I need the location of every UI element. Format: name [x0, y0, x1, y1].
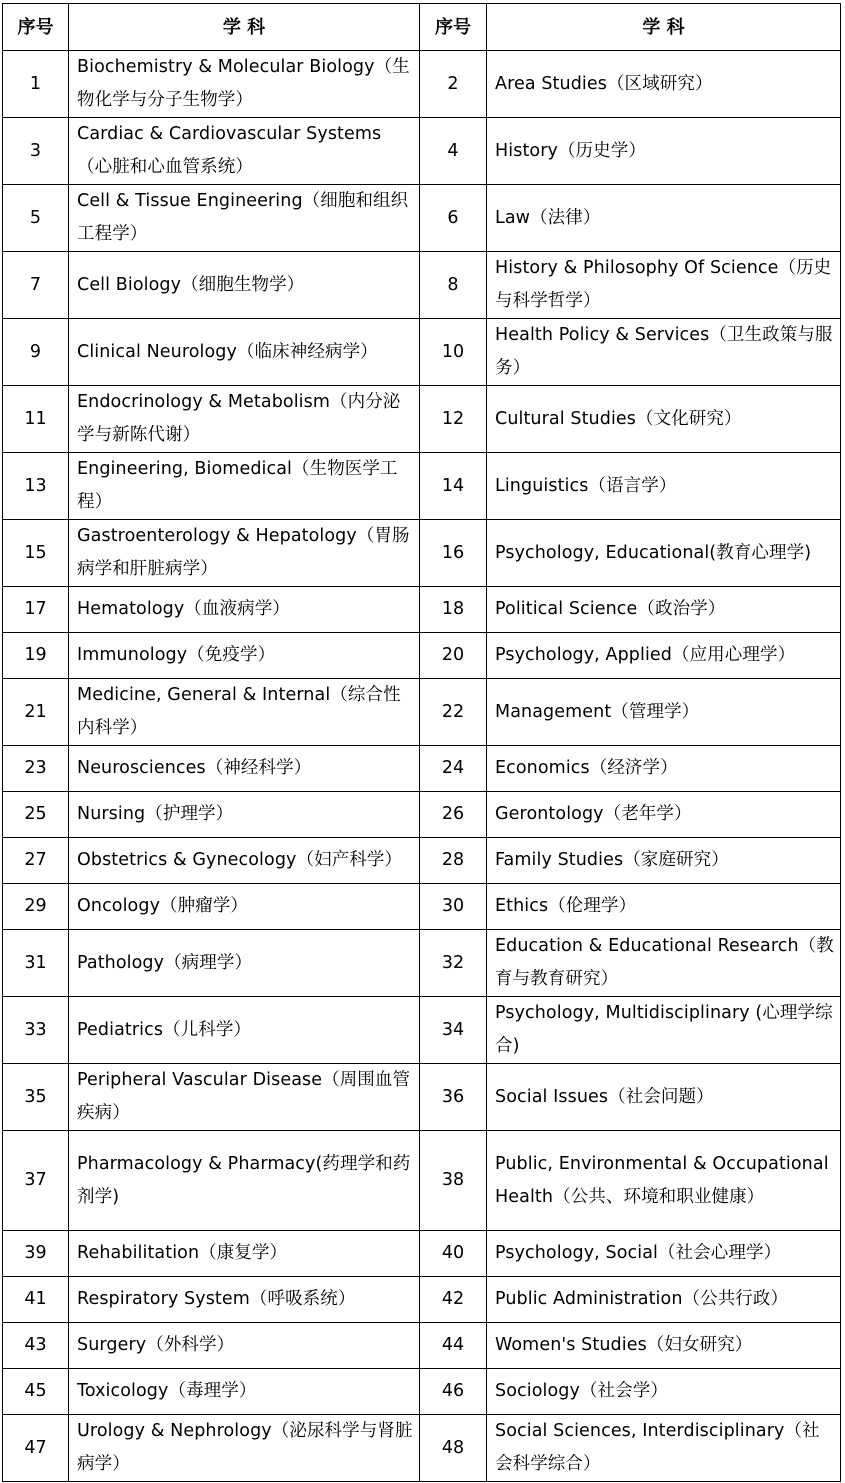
- subject-cell: Psychology, Multidisciplinary (心理学综合): [487, 997, 841, 1064]
- table-row: [3, 453, 841, 520]
- subject-cell: Economics（经济学）: [487, 746, 841, 792]
- subject-cell: Ethics（伦理学）: [487, 884, 841, 930]
- subject-cell: History（历史学）: [487, 118, 841, 185]
- seq-number: 24: [420, 746, 487, 792]
- subject-cell: Immunology（免疫学）: [69, 633, 420, 679]
- subject-cell: Urology & Nephrology（泌尿科学与肾脏病学）: [69, 1415, 420, 1482]
- seq-number: 27: [3, 838, 69, 884]
- subject-cell: Engineering, Biomedical（生物医学工程）: [69, 453, 420, 520]
- header-seq-1: 序号: [3, 4, 69, 51]
- subject-cell: Public Administration（公共行政）: [487, 1277, 841, 1323]
- table-row: [3, 1277, 841, 1323]
- seq-number: 6: [420, 185, 487, 252]
- table-row: [3, 520, 841, 587]
- seq-number: 8: [420, 252, 487, 319]
- subject-table: [2, 3, 841, 1482]
- seq-number: 26: [420, 792, 487, 838]
- seq-number: 41: [3, 1277, 69, 1323]
- seq-number: 40: [420, 1231, 487, 1277]
- table-row: [3, 252, 841, 319]
- seq-number: 20: [420, 633, 487, 679]
- subject-cell: Peripheral Vascular Disease（周围血管疾病）: [69, 1064, 420, 1131]
- seq-number: 31: [3, 930, 69, 997]
- seq-number: 7: [3, 252, 69, 319]
- seq-number: 2: [420, 51, 487, 118]
- subject-cell: Pharmacology & Pharmacy(药理学和药剂学): [69, 1131, 420, 1231]
- table-row: [3, 1131, 841, 1231]
- seq-number: 17: [3, 587, 69, 633]
- table-row: [3, 997, 841, 1064]
- subject-cell: Medicine, General & Internal（综合性内科学）: [69, 679, 420, 746]
- subject-cell: Area Studies（区域研究）: [487, 51, 841, 118]
- subject-cell: Gastroenterology & Hepatology（胃肠病学和肝脏病学）: [69, 520, 420, 587]
- table-row: [3, 51, 841, 118]
- table-row: [3, 1231, 841, 1277]
- seq-number: 1: [3, 51, 69, 118]
- seq-number: 10: [420, 319, 487, 386]
- seq-number: 16: [420, 520, 487, 587]
- table-row: [3, 319, 841, 386]
- table-row: [3, 746, 841, 792]
- subject-cell: Pediatrics（儿科学）: [69, 997, 420, 1064]
- seq-number: 47: [3, 1415, 69, 1482]
- subject-cell: Cell & Tissue Engineering（细胞和组织工程学）: [69, 185, 420, 252]
- seq-number: 3: [3, 118, 69, 185]
- subject-cell: Rehabilitation（康复学）: [69, 1231, 420, 1277]
- seq-number: 33: [3, 997, 69, 1064]
- seq-number: 38: [420, 1131, 487, 1231]
- subject-cell: Psychology, Applied（应用心理学）: [487, 633, 841, 679]
- table-row: [3, 1323, 841, 1369]
- subject-cell: Biochemistry & Molecular Biology（生物化学与分子生物学）: [69, 51, 420, 118]
- subject-cell: Respiratory System（呼吸系统）: [69, 1277, 420, 1323]
- subject-cell: Cultural Studies（文化研究）: [487, 386, 841, 453]
- seq-number: 11: [3, 386, 69, 453]
- subject-cell: Pathology（病理学）: [69, 930, 420, 997]
- seq-number: 36: [420, 1064, 487, 1131]
- subject-cell: Psychology, Social（社会心理学）: [487, 1231, 841, 1277]
- subject-cell: History & Philosophy Of Science（历史与科学哲学）: [487, 252, 841, 319]
- table-row: [3, 838, 841, 884]
- seq-number: 37: [3, 1131, 69, 1231]
- seq-number: 21: [3, 679, 69, 746]
- seq-number: 12: [420, 386, 487, 453]
- seq-number: 14: [420, 453, 487, 520]
- subject-cell: Health Policy & Services（卫生政策与服务）: [487, 319, 841, 386]
- seq-number: 23: [3, 746, 69, 792]
- subject-cell: Obstetrics & Gynecology（妇产科学）: [69, 838, 420, 884]
- subject-cell: Hematology（血液病学）: [69, 587, 420, 633]
- table-row: [3, 386, 841, 453]
- seq-number: 44: [420, 1323, 487, 1369]
- seq-number: 19: [3, 633, 69, 679]
- seq-number: 22: [420, 679, 487, 746]
- seq-number: 25: [3, 792, 69, 838]
- table-row: [3, 679, 841, 746]
- subject-cell: Surgery（外科学）: [69, 1323, 420, 1369]
- seq-number: 39: [3, 1231, 69, 1277]
- table-row: [3, 587, 841, 633]
- seq-number: 13: [3, 453, 69, 520]
- table-row: [3, 884, 841, 930]
- subject-cell: Neurosciences（神经科学）: [69, 746, 420, 792]
- subject-cell: Nursing（护理学）: [69, 792, 420, 838]
- table-row: [3, 792, 841, 838]
- subject-cell: Cell Biology（细胞生物学）: [69, 252, 420, 319]
- subject-cell: Endocrinology & Metabolism（内分泌学与新陈代谢）: [69, 386, 420, 453]
- seq-number: 18: [420, 587, 487, 633]
- seq-number: 48: [420, 1415, 487, 1482]
- seq-number: 46: [420, 1369, 487, 1415]
- seq-number: 45: [3, 1369, 69, 1415]
- table-row: [3, 118, 841, 185]
- seq-number: 28: [420, 838, 487, 884]
- seq-number: 29: [3, 884, 69, 930]
- subject-cell: Management（管理学）: [487, 679, 841, 746]
- seq-number: 43: [3, 1323, 69, 1369]
- seq-number: 42: [420, 1277, 487, 1323]
- table-row: [3, 930, 841, 997]
- seq-number: 4: [420, 118, 487, 185]
- subject-cell: Public, Environmental & Occupational Health（公共、环境和职业健康）: [487, 1131, 841, 1231]
- seq-number: 34: [420, 997, 487, 1064]
- seq-number: 5: [3, 185, 69, 252]
- table-row: [3, 1369, 841, 1415]
- subject-cell: Gerontology（老年学）: [487, 792, 841, 838]
- subject-cell: Women's Studies（妇女研究）: [487, 1323, 841, 1369]
- subject-cell: Cardiac & Cardiovascular Systems（心脏和心血管系统）: [69, 118, 420, 185]
- header-subject-1: 学 科: [69, 4, 420, 51]
- subject-cell: Education & Educational Research（教育与教育研究）: [487, 930, 841, 997]
- subject-cell: Social Sciences, Interdisciplinary（社会科学综合）: [487, 1415, 841, 1482]
- table-row: [3, 1415, 841, 1482]
- table-row: [3, 1064, 841, 1131]
- subject-cell: Toxicology（毒理学）: [69, 1369, 420, 1415]
- seq-number: 30: [420, 884, 487, 930]
- subject-cell: Clinical Neurology（临床神经病学）: [69, 319, 420, 386]
- subject-cell: Psychology, Educational(教育心理学): [487, 520, 841, 587]
- header-row: [3, 4, 841, 51]
- subject-cell: Linguistics（语言学）: [487, 453, 841, 520]
- subject-cell: Family Studies（家庭研究）: [487, 838, 841, 884]
- subject-cell: Sociology（社会学）: [487, 1369, 841, 1415]
- subject-cell: Social Issues（社会问题）: [487, 1064, 841, 1131]
- header-seq-2: 序号: [420, 4, 487, 51]
- table-row: [3, 633, 841, 679]
- seq-number: 35: [3, 1064, 69, 1131]
- subject-cell: Oncology（肿瘤学）: [69, 884, 420, 930]
- seq-number: 32: [420, 930, 487, 997]
- seq-number: 15: [3, 520, 69, 587]
- table-row: [3, 185, 841, 252]
- seq-number: 9: [3, 319, 69, 386]
- subject-cell: Law（法律）: [487, 185, 841, 252]
- header-subject-2: 学 科: [487, 4, 841, 51]
- subject-cell: Political Science（政治学）: [487, 587, 841, 633]
